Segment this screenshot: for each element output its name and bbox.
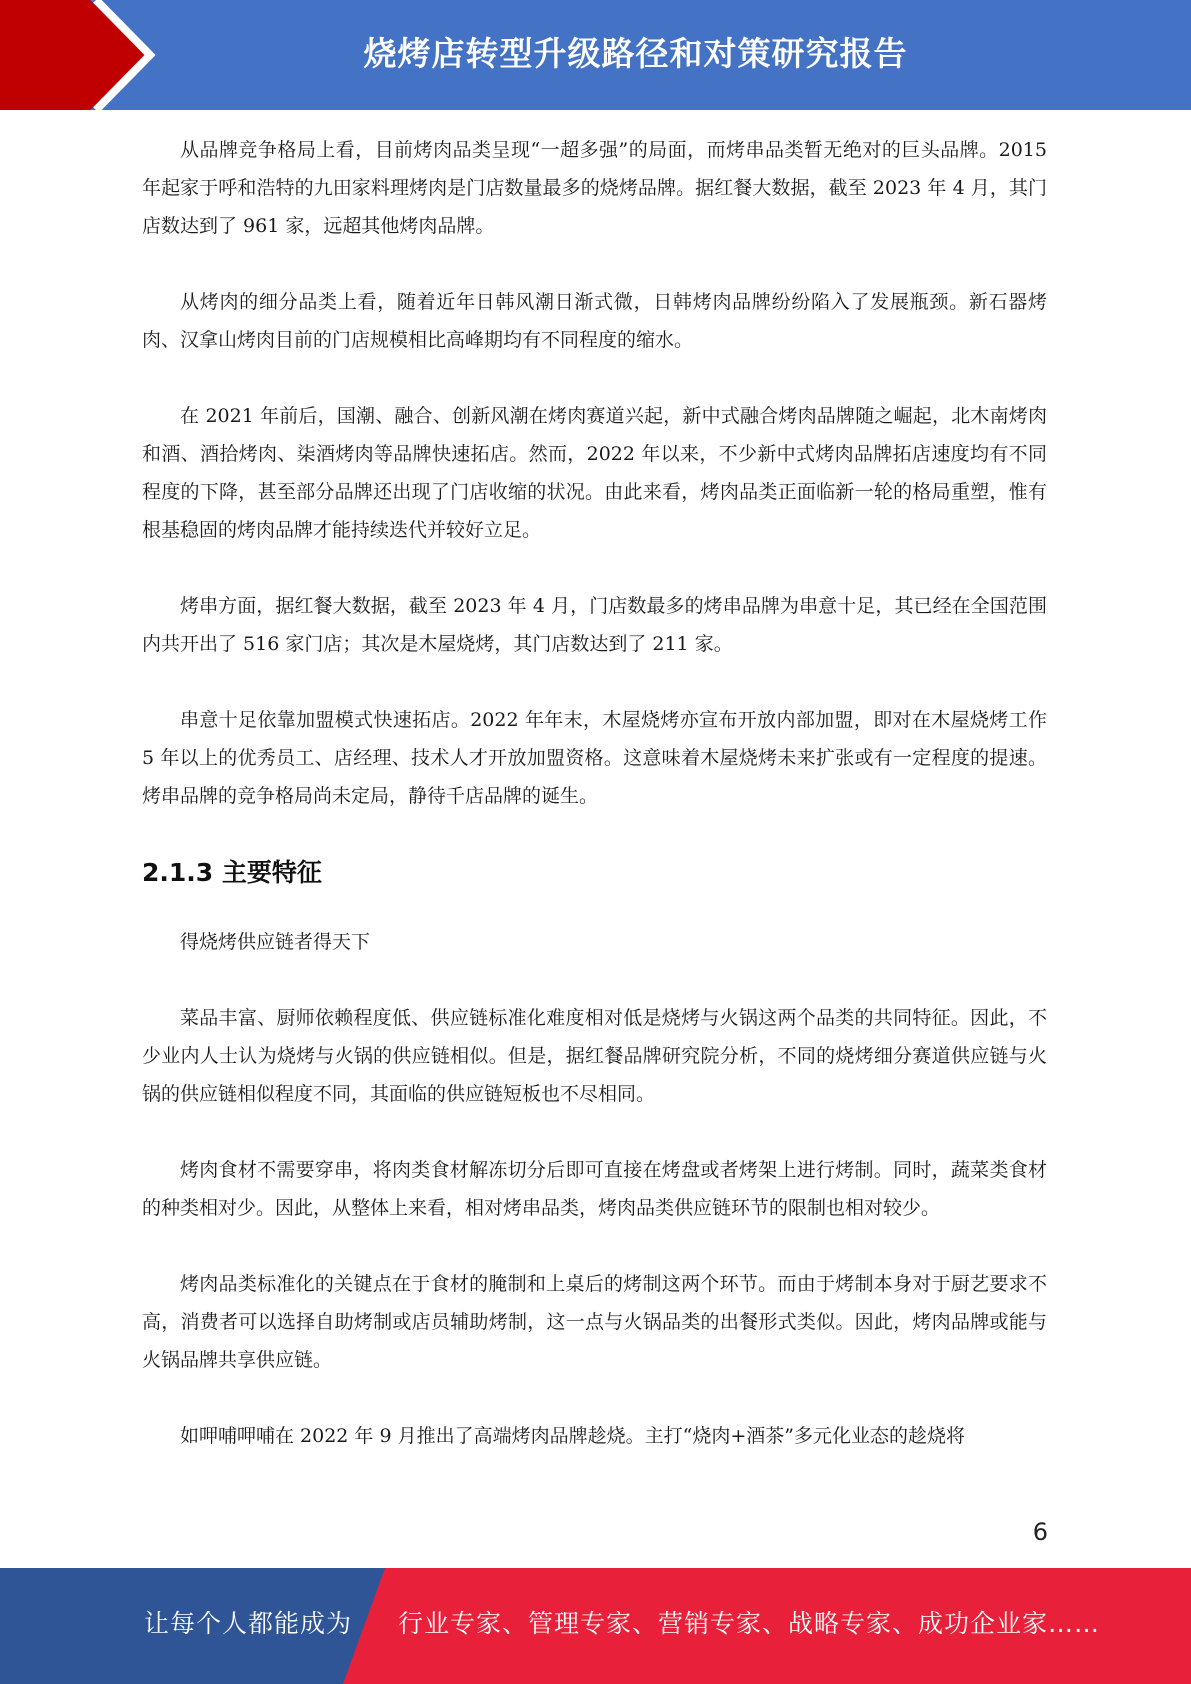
red-arrow-decoration <box>0 0 160 110</box>
paragraph-standardization: 烤肉品类标准化的关键点在于食材的腌制和上桌后的烤制这两个环节。而由于烤制本身对于厨艺要求不高，消费者可以选择自助烤制或店员辅助烤制，这一点与火锅品类的出餐形式类似。因此，烤肉品牌或能与火锅品牌共享供应链。 <box>142 1273 1047 1371</box>
section-heading: 2.1.3 主要特征 <box>142 858 322 887</box>
page-footer-banner <box>0 1568 1191 1684</box>
footer-slogan-right: 行业专家、管理专家、营销专家、战略专家、成功企业家…… <box>398 1609 1101 1638</box>
paragraph-skewer-brands: 烤串方面，据红餐大数据，截至 2023 年 4 月，门店数最多的烤串品牌为串意十足，其已经在全国范围内共开出了 516 家门店；其次是木屋烧烤，其门店数达到了 211 家。 <box>142 595 1047 655</box>
paragraph-bbq-ingredients: 烤肉食材不需要穿串，将肉类食材解冻切分后即可直接在烤盘或者烤架上进行烤制。同时，蔬菜类食材的种类相对少。因此，从整体上来看，相对烤串品类，烤肉品类供应链环节的限制也相对较少。 <box>142 1159 1047 1219</box>
footer-slogan-left: 让每个人都能成为 <box>144 1609 353 1638</box>
paragraph-xiabu-example: 如呷哺呷哺在 2022 年 9 月推出了高端烤肉品牌趁烧。主打“烧肉+酒茶”多元化业态的趁烧将 <box>180 1425 965 1447</box>
paragraph-brand-landscape: 从品牌竞争格局上看，目前烤肉品类呈现“一超多强”的局面，而烤串品类暂无绝对的巨头品牌。2015 年起家于呼和浩特的九田家料理烤肉是门店数量最多的烧烤品牌。据红餐大数据，截至 2023 年 4 月，其门店数达到了 961 家，远超其他烤肉品牌。 <box>142 139 1047 237</box>
report-title: 烧烤店转型升级路径和对策研究报告 <box>363 34 908 73</box>
paragraph-bbq-subcategory: 从烤肉的细分品类上看，随着近年日韩风潮日渐式微，日韩烤肉品牌纷纷陷入了发展瓶颈。新石器烤肉、汉拿山烤肉目前的门店规模相比高峰期均有不同程度的缩水。 <box>142 291 1047 351</box>
page-header-banner <box>0 0 1191 110</box>
paragraph-new-chinese-bbq: 在 2021 年前后，国潮、融合、创新风潮在烤肉赛道兴起，新中式融合烤肉品牌随之崛起，北木南烤肉和酒、酒拾烤肉、柒酒烤肉等品牌快速拓店。然而，2022 年以来，不少新中式烤肉品牌拓店速度均有不同程度的下降，甚至部分品牌还出现了门店收缩的状况。由此来看，烤肉品类正面临新一轮的格局重塑，惟有根基稳固的烤肉品牌才能持续迭代并较好立足。 <box>142 405 1047 541</box>
page-number: 6 <box>1032 1518 1048 1546</box>
paragraph-franchise-expansion: 串意十足依靠加盟模式快速拓店。2022 年年末，木屋烧烤亦宣布开放内部加盟，即对在木屋烧烤工作 5 年以上的优秀员工、店经理、技术人才开放加盟资格。这意味着木屋烧烤未来扩张或有一定程度的提速。烤串品牌的竞争格局尚未定局，静待千店品牌的诞生。 <box>142 709 1047 807</box>
paragraph-common-features: 菜品丰富、厨师依赖程度低、供应链标准化难度相对低是烧烤与火锅这两个品类的共同特征。因此，不少业内人士认为烧烤与火锅的供应链相似。但是，据红餐品牌研究院分析，不同的烧烤细分赛道供应链与火锅的供应链相似程度不同，其面临的供应链短板也不尽相同。 <box>142 1007 1047 1105</box>
document-body <box>142 131 1047 1493</box>
paragraph-supply-chain-lead: 得烧烤供应链者得天下 <box>180 931 371 953</box>
